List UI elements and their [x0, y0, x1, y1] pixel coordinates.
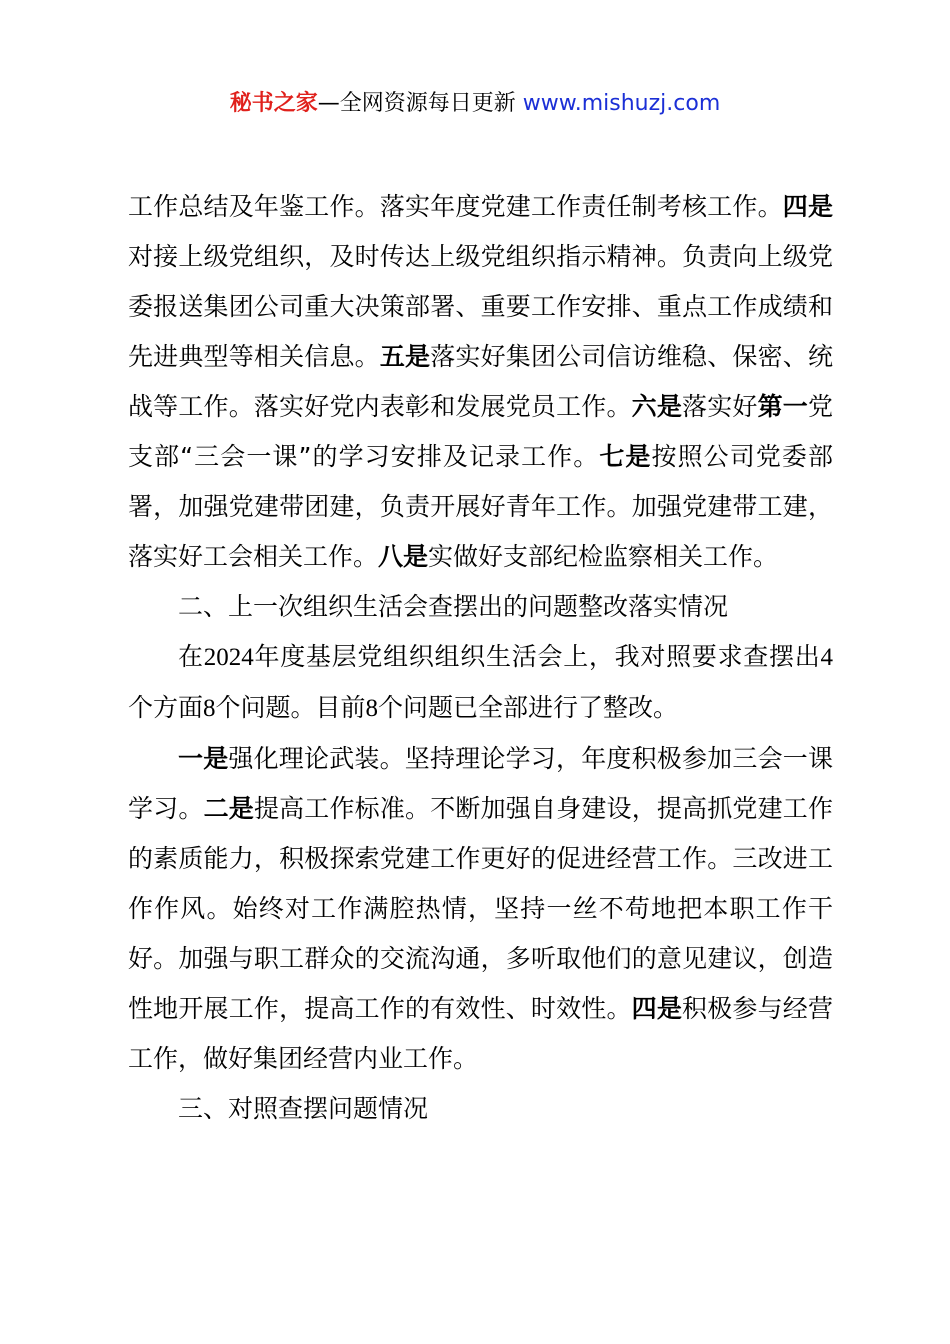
- paragraph: [128, 734, 833, 1084]
- text-run: 实做好支部纪检监察相关工作。: [428, 542, 779, 571]
- bold-run: 七是: [599, 442, 652, 471]
- watermark-header: [0, 88, 950, 120]
- header-url-link[interactable]: www.mishuzj.com: [522, 91, 721, 116]
- paragraph: [128, 182, 833, 582]
- document-body: [128, 182, 833, 1134]
- paragraph: [128, 1084, 833, 1134]
- bold-run: 二是: [203, 794, 254, 823]
- text-run: 积极参与经营工作，做好集团经营内业工作。: [128, 994, 833, 1073]
- text-run: 落实好集团公司信访维稳、保密、统战等工作。落实好党内表彰和发展党员工作。: [128, 342, 833, 421]
- text-run: 按照公司党委部署，加强党建带团建，负责开展好青年工作。加强党建带工建，落实好工会相关工作。: [128, 442, 833, 571]
- text-run: 4: [820, 644, 833, 671]
- text-run: 2024: [203, 644, 254, 671]
- text-run: 年度基层党组织组织生活会上，我对照要求查摆出: [253, 642, 821, 671]
- bold-run: 六是: [631, 392, 683, 421]
- text-run: 对接上级党组织，及时传达上级党组织指示精神。负责向上级党委报送集团公司重大决策部署、重要工作安排、重点工作成绩和先进典型等相关信息。: [128, 242, 833, 371]
- bold-run: 五是: [379, 342, 431, 371]
- text-run: 二、上一次组织生活会查摆出的问题整改落实情况: [178, 592, 729, 621]
- bold-run: 四是: [631, 994, 683, 1023]
- text-run: 个方面: [128, 693, 204, 722]
- text-run: 8: [365, 695, 379, 722]
- brand-name: 秘书之家: [229, 91, 318, 116]
- text-run: 落实好: [682, 392, 758, 421]
- text-run: 三、对照查摆问题情况: [178, 1094, 429, 1123]
- text-run: 强化理论武装。坚持理论学习，年度积极参加三会一课学习。: [128, 744, 833, 823]
- paragraph: [128, 632, 833, 734]
- text-run: 工作总结及年鉴工作。落实年度党建工作责任制考核工作。: [128, 192, 783, 221]
- text-run: 提高工作标准。不断加强自身建设，提高抓党建工作的素质能力，积极探索党建工作更好的促进经营工作。三改进工作作风。始终对工作满腔热情，坚持一丝不苟地把本职工作干好。加强与职工群众的交流沟通，多听取他们的意见建议，创造性地开展工作，提高工作的有效性、时效性。: [128, 794, 833, 1023]
- bold-run: 四是: [782, 192, 833, 221]
- bold-run: 八是: [378, 542, 429, 571]
- text-run: 在: [178, 642, 204, 671]
- text-run: 个问题。目前: [215, 693, 366, 722]
- text-run: 党支部“三会一课”的学习安排及记录工作。: [128, 392, 833, 471]
- paragraph: [128, 582, 833, 632]
- bold-run: 第一: [757, 392, 808, 421]
- text-run: 8: [203, 695, 216, 722]
- bold-run: 一是: [178, 744, 229, 773]
- header-tagline: —全网资源每日更新: [317, 91, 523, 116]
- text-run: 个问题已全部进行了整改。: [378, 693, 679, 722]
